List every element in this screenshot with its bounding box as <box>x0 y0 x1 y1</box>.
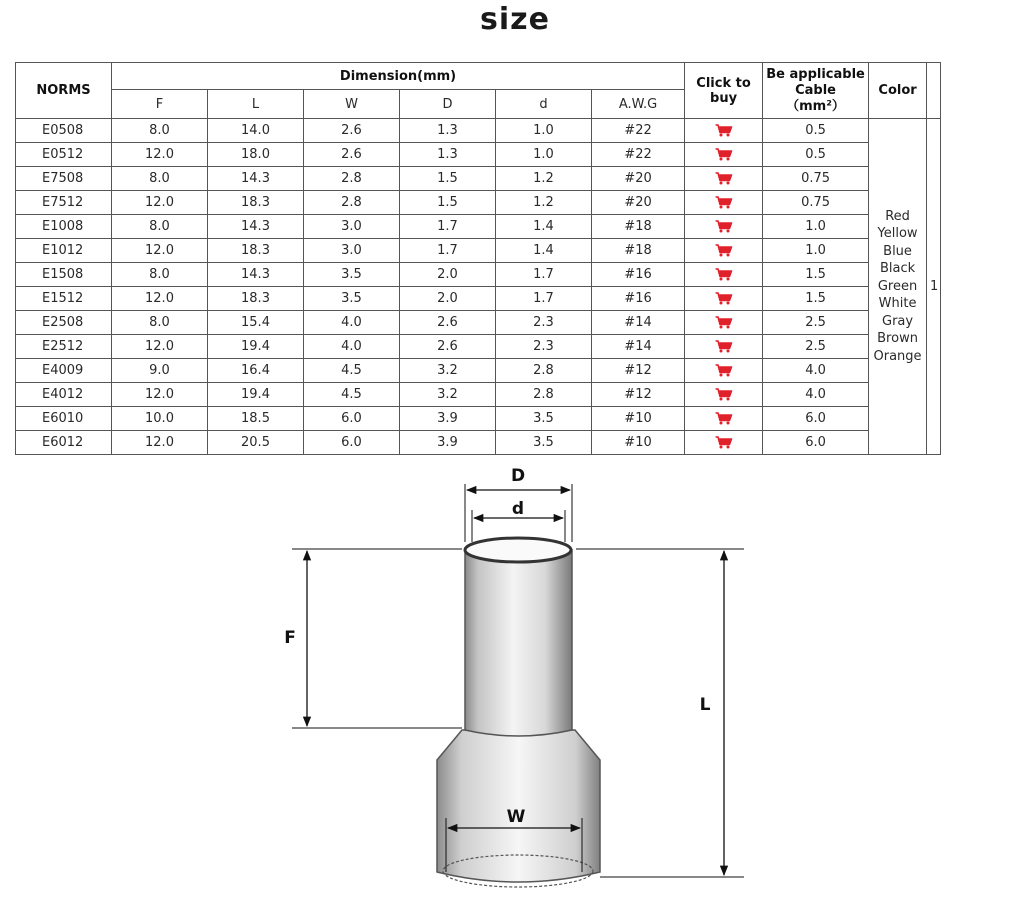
header-click-to-buy-line1: Click to <box>696 75 751 91</box>
cell-norm: E1012 <box>16 239 112 263</box>
cell-awg: #20 <box>592 191 685 215</box>
cell-d: 1.5 <box>400 191 496 215</box>
cell-f: 8.0 <box>112 311 208 335</box>
cell-cable: 1.0 <box>763 215 869 239</box>
cell-click-to-buy <box>685 431 763 455</box>
shopping-cart-icon[interactable] <box>715 220 733 233</box>
cell-d: 2.6 <box>400 311 496 335</box>
cell-w: 4.0 <box>304 311 400 335</box>
cell-l: 14.3 <box>208 215 304 239</box>
cell-f: 12.0 <box>112 335 208 359</box>
cell-cable: 1.0 <box>763 239 869 263</box>
shopping-cart-icon[interactable] <box>715 412 733 425</box>
shopping-cart-icon[interactable] <box>715 388 733 401</box>
cell-l: 18.3 <box>208 191 304 215</box>
cell-awg: #22 <box>592 119 685 143</box>
cell-w: 3.0 <box>304 215 400 239</box>
header-w: W <box>304 90 400 119</box>
ferrule-top-opening <box>465 538 571 562</box>
header-D: D <box>400 90 496 119</box>
cell-f: 12.0 <box>112 287 208 311</box>
color-option: Red <box>885 208 910 224</box>
cell-norm: E6012 <box>16 431 112 455</box>
cell-w: 2.8 <box>304 191 400 215</box>
header-l: L <box>208 90 304 119</box>
header-click-to-buy-line2: buy <box>710 90 738 106</box>
cell-l: 19.4 <box>208 383 304 407</box>
cell-norm: E2508 <box>16 311 112 335</box>
cell-d: 2.3 <box>496 311 592 335</box>
cell-w: 3.5 <box>304 263 400 287</box>
table-row <box>16 167 941 191</box>
header-trailing <box>927 63 941 119</box>
cell-click-to-buy <box>685 335 763 359</box>
cell-d: 3.9 <box>400 431 496 455</box>
color-option: Brown <box>877 331 918 347</box>
cell-w: 6.0 <box>304 407 400 431</box>
color-option: Green <box>877 278 918 294</box>
cell-click-to-buy <box>685 215 763 239</box>
shopping-cart-icon[interactable] <box>715 268 733 281</box>
cell-click-to-buy <box>685 311 763 335</box>
cell-w: 4.5 <box>304 359 400 383</box>
table-row <box>16 215 941 239</box>
cell-norm: E4012 <box>16 383 112 407</box>
cell-click-to-buy <box>685 119 763 143</box>
cell-w: 4.0 <box>304 335 400 359</box>
cell-d: 1.2 <box>496 191 592 215</box>
header-awg: A.W.G <box>592 90 685 119</box>
cell-awg: #10 <box>592 407 685 431</box>
cell-d: 3.9 <box>400 407 496 431</box>
table-row <box>16 311 941 335</box>
cell-click-to-buy <box>685 407 763 431</box>
cell-d: 1.0 <box>496 143 592 167</box>
cell-awg: #18 <box>592 215 685 239</box>
cell-d: 1.7 <box>496 263 592 287</box>
spec-table-container <box>15 62 940 455</box>
cell-click-to-buy <box>685 167 763 191</box>
cell-f: 12.0 <box>112 431 208 455</box>
cell-norm: E7512 <box>16 191 112 215</box>
cell-trailing: 1 <box>927 119 941 455</box>
cell-click-to-buy <box>685 287 763 311</box>
cell-cable: 0.5 <box>763 143 869 167</box>
header-click-to-buy <box>685 63 763 119</box>
header-cable <box>763 63 869 119</box>
cell-l: 18.0 <box>208 143 304 167</box>
cell-l: 19.4 <box>208 335 304 359</box>
cell-d: 1.5 <box>400 167 496 191</box>
cell-f: 8.0 <box>112 119 208 143</box>
cell-norm: E0512 <box>16 143 112 167</box>
header-d: d <box>496 90 592 119</box>
label-W: W <box>506 807 526 827</box>
shopping-cart-icon[interactable] <box>715 196 733 209</box>
cell-awg: #14 <box>592 311 685 335</box>
table-row <box>16 383 941 407</box>
shopping-cart-icon[interactable] <box>715 340 733 353</box>
cell-colors <box>869 119 927 455</box>
label-L: L <box>699 695 711 715</box>
cell-d: 1.4 <box>496 239 592 263</box>
table-row <box>16 431 941 455</box>
table-row <box>16 191 941 215</box>
shopping-cart-icon[interactable] <box>715 292 733 305</box>
cell-click-to-buy <box>685 239 763 263</box>
cell-f: 8.0 <box>112 215 208 239</box>
table-row <box>16 143 941 167</box>
cell-d: 1.0 <box>496 119 592 143</box>
cell-f: 10.0 <box>112 407 208 431</box>
cell-w: 2.8 <box>304 167 400 191</box>
cell-d: 2.0 <box>400 287 496 311</box>
shopping-cart-icon[interactable] <box>715 172 733 185</box>
cell-l: 15.4 <box>208 311 304 335</box>
cell-cable: 0.5 <box>763 119 869 143</box>
header-cable-line2: Cable <box>795 82 836 98</box>
table-row <box>16 359 941 383</box>
cell-awg: #18 <box>592 239 685 263</box>
label-d: d <box>511 499 525 519</box>
shopping-cart-icon[interactable] <box>715 148 733 161</box>
cell-cable: 2.5 <box>763 335 869 359</box>
cell-norm: E4009 <box>16 359 112 383</box>
ferrule-diagram <box>0 460 929 922</box>
cell-cable: 1.5 <box>763 263 869 287</box>
cell-d: 1.3 <box>400 143 496 167</box>
table-row <box>16 239 941 263</box>
color-option: Black <box>879 261 916 277</box>
cell-cable: 4.0 <box>763 359 869 383</box>
cell-d: 1.7 <box>400 215 496 239</box>
cell-f: 8.0 <box>112 263 208 287</box>
cell-d: 2.6 <box>400 335 496 359</box>
cell-d: 2.3 <box>496 335 592 359</box>
cell-norm: E0508 <box>16 119 112 143</box>
cell-cable: 1.5 <box>763 287 869 311</box>
cell-cable: 4.0 <box>763 383 869 407</box>
cell-w: 2.6 <box>304 119 400 143</box>
cell-cable: 6.0 <box>763 407 869 431</box>
cell-norm: E1008 <box>16 215 112 239</box>
cell-l: 14.3 <box>208 167 304 191</box>
cell-awg: #22 <box>592 143 685 167</box>
cell-click-to-buy <box>685 359 763 383</box>
color-option: White <box>878 296 917 312</box>
cell-d: 1.7 <box>400 239 496 263</box>
cell-click-to-buy <box>685 383 763 407</box>
label-F: F <box>284 628 296 648</box>
header-cable-line3: （mm²） <box>786 98 845 114</box>
spec-table <box>15 62 941 455</box>
cell-w: 3.0 <box>304 239 400 263</box>
cell-w: 4.5 <box>304 383 400 407</box>
cell-l: 14.3 <box>208 263 304 287</box>
header-dimension: Dimension(mm) <box>112 63 685 90</box>
cell-d: 3.5 <box>496 407 592 431</box>
shopping-cart-icon[interactable] <box>715 436 733 449</box>
cell-w: 2.6 <box>304 143 400 167</box>
shopping-cart-icon[interactable] <box>715 316 733 329</box>
cell-awg: #16 <box>592 287 685 311</box>
cell-f: 12.0 <box>112 143 208 167</box>
cell-f: 9.0 <box>112 359 208 383</box>
cell-cable: 0.75 <box>763 167 869 191</box>
cell-awg: #12 <box>592 359 685 383</box>
cell-l: 16.4 <box>208 359 304 383</box>
cell-d: 3.2 <box>400 383 496 407</box>
cell-d: 1.4 <box>496 215 592 239</box>
cell-d: 3.2 <box>400 359 496 383</box>
table-row <box>16 287 941 311</box>
cell-click-to-buy <box>685 143 763 167</box>
table-row <box>16 119 941 143</box>
table-row <box>16 335 941 359</box>
cell-d: 2.0 <box>400 263 496 287</box>
cell-awg: #16 <box>592 263 685 287</box>
cell-norm: E1512 <box>16 287 112 311</box>
header-cable-line1: Be applicable <box>766 66 865 82</box>
cell-norm: E2512 <box>16 335 112 359</box>
cell-w: 6.0 <box>304 431 400 455</box>
table-row <box>16 407 941 431</box>
ferrule-collar <box>437 730 600 882</box>
shopping-cart-icon[interactable] <box>715 364 733 377</box>
ferrule-tube <box>465 550 572 736</box>
shopping-cart-icon[interactable] <box>715 124 733 137</box>
cell-awg: #10 <box>592 431 685 455</box>
cell-l: 14.0 <box>208 119 304 143</box>
cell-w: 3.5 <box>304 287 400 311</box>
cell-f: 12.0 <box>112 239 208 263</box>
cell-d: 1.2 <box>496 167 592 191</box>
cell-l: 18.5 <box>208 407 304 431</box>
color-option: Orange <box>873 348 922 364</box>
cell-norm: E1508 <box>16 263 112 287</box>
page-title: size <box>480 2 550 37</box>
spec-table-body <box>16 119 941 455</box>
cell-norm: E6010 <box>16 407 112 431</box>
header-f: F <box>112 90 208 119</box>
header-norms: NORMS <box>16 63 112 119</box>
cell-awg: #14 <box>592 335 685 359</box>
cell-awg: #12 <box>592 383 685 407</box>
cell-click-to-buy <box>685 191 763 215</box>
cell-d: 1.3 <box>400 119 496 143</box>
cell-click-to-buy <box>685 263 763 287</box>
color-option: Blue <box>883 243 912 259</box>
cell-awg: #20 <box>592 167 685 191</box>
cell-l: 20.5 <box>208 431 304 455</box>
color-option: Yellow <box>877 226 918 242</box>
cell-d: 2.8 <box>496 383 592 407</box>
cell-l: 18.3 <box>208 287 304 311</box>
cell-f: 8.0 <box>112 167 208 191</box>
cell-norm: E7508 <box>16 167 112 191</box>
cell-cable: 6.0 <box>763 431 869 455</box>
cell-d: 3.5 <box>496 431 592 455</box>
color-option: Gray <box>882 313 914 329</box>
cell-cable: 2.5 <box>763 311 869 335</box>
header-color: Color <box>869 63 927 119</box>
cell-d: 1.7 <box>496 287 592 311</box>
label-D: D <box>510 466 526 486</box>
cell-cable: 0.75 <box>763 191 869 215</box>
cell-l: 18.3 <box>208 239 304 263</box>
cell-f: 12.0 <box>112 383 208 407</box>
cell-f: 12.0 <box>112 191 208 215</box>
cell-d: 2.8 <box>496 359 592 383</box>
table-row <box>16 263 941 287</box>
shopping-cart-icon[interactable] <box>715 244 733 257</box>
